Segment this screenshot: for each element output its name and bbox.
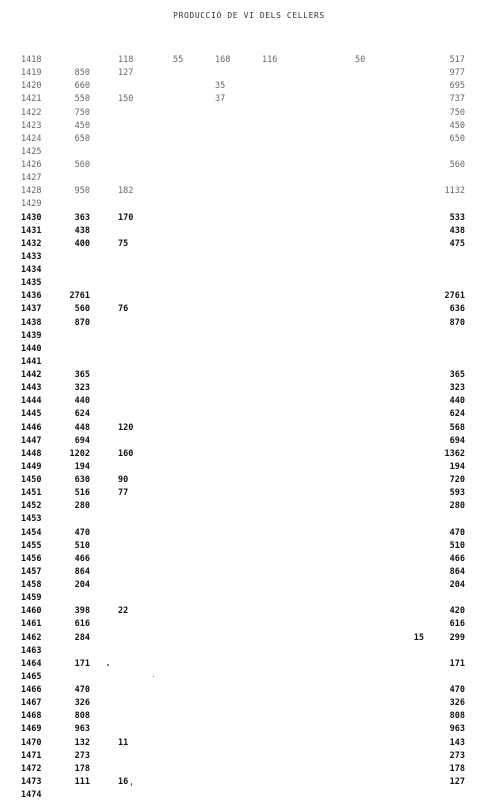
total-cell: 171 (449, 658, 465, 669)
total-cell: 510 (449, 540, 465, 551)
value-cell-c1: 808 (74, 711, 90, 722)
total-cell: 695 (449, 81, 465, 92)
value-cell-c1: 510 (74, 540, 90, 551)
value-cell-c1: 280 (74, 501, 90, 512)
year-cell: 1451 (21, 488, 42, 499)
value-cell-c1: 400 (74, 238, 90, 249)
year-cell: 1448 (21, 448, 42, 459)
value-cell-c2: 11 (118, 737, 129, 748)
table-row (0, 93, 498, 106)
table-row (0, 225, 498, 238)
table-row (0, 710, 498, 723)
year-cell: 1464 (21, 658, 42, 669)
value-cell-c7: 15 (413, 632, 424, 643)
value-cell-c2: 118 (118, 55, 134, 65)
year-cell: 1474 (21, 790, 42, 800)
total-cell: 977 (449, 68, 465, 79)
table-row (0, 579, 498, 592)
value-cell-c2: 77 (118, 488, 129, 499)
table-row (0, 737, 498, 750)
value-cell-c1: 284 (74, 632, 90, 643)
table-row (0, 632, 498, 645)
total-cell: 533 (449, 212, 465, 223)
total-cell: 204 (449, 580, 465, 590)
value-cell-c1: 694 (74, 435, 90, 446)
year-cell: 1456 (21, 553, 42, 564)
table-row (0, 251, 498, 264)
year-cell: 1446 (21, 422, 42, 433)
total-cell: 299 (449, 632, 465, 643)
table-row (0, 343, 498, 356)
table-row (0, 133, 498, 146)
table-row (0, 264, 498, 277)
total-cell: 466 (449, 553, 465, 564)
table-row (0, 553, 498, 566)
table-row (0, 671, 498, 684)
year-cell: 1428 (21, 186, 42, 197)
year-cell: 1449 (21, 461, 42, 472)
value-cell-c1: 616 (74, 619, 90, 630)
value-cell-c1: 660 (74, 81, 90, 92)
table-row (0, 238, 498, 251)
table-row (0, 317, 498, 330)
value-cell-c1: 171 (74, 658, 90, 669)
page-title: PRODUCCIÓ DE VI DELS CELLERS (173, 11, 325, 20)
year-cell: 1455 (21, 540, 42, 551)
year-cell: 1452 (21, 501, 42, 512)
value-cell-c1: 624 (74, 409, 90, 420)
total-cell: 178 (449, 763, 465, 774)
year-cell: 1467 (21, 698, 42, 709)
value-cell-c2: 170 (118, 212, 134, 223)
table-row (0, 185, 498, 198)
table-row (0, 474, 498, 487)
table-row (0, 776, 498, 789)
value-cell-c1: 111 (74, 776, 90, 787)
year-cell: 1436 (21, 291, 42, 302)
value-cell-c5: 116 (262, 55, 278, 65)
data-table (0, 54, 498, 802)
year-cell: 1420 (21, 81, 42, 92)
year-cell: 1458 (21, 580, 42, 590)
value-cell-c1: 650 (74, 133, 90, 144)
year-cell: 1441 (21, 356, 42, 367)
table-row (0, 395, 498, 408)
value-cell-c1: 850 (74, 68, 90, 79)
table-row (0, 513, 498, 526)
table-row (0, 658, 498, 671)
value-cell-c1: 204 (74, 580, 90, 590)
value-cell-c1: 440 (74, 396, 90, 407)
total-cell: 963 (449, 724, 465, 735)
year-cell: 1432 (21, 238, 42, 249)
value-cell-c1: 178 (74, 763, 90, 774)
value-cell-c1: 560 (74, 304, 90, 315)
total-cell: 636 (449, 304, 465, 315)
table-row (0, 303, 498, 316)
year-cell: 1463 (21, 645, 42, 656)
year-cell: 1453 (21, 514, 42, 525)
total-cell: 323 (449, 383, 465, 394)
value-cell-c1: 630 (74, 475, 90, 485)
value-cell-c2: 150 (118, 94, 134, 105)
table-row (0, 159, 498, 172)
table-row (0, 605, 498, 618)
table-row (0, 763, 498, 776)
table-row (0, 120, 498, 133)
table-row (0, 80, 498, 93)
total-cell: 420 (449, 606, 465, 617)
value-cell-c1: 398 (74, 606, 90, 617)
table-row (0, 146, 498, 159)
table-row (0, 750, 498, 763)
total-cell: 365 (449, 370, 465, 380)
value-cell-c2: 127 (118, 68, 134, 79)
total-cell: 127 (449, 776, 465, 787)
table-row (0, 500, 498, 513)
year-cell: 1466 (21, 685, 42, 695)
value-cell-c2: 22 (118, 606, 129, 617)
year-cell: 1421 (21, 94, 42, 105)
total-cell: 194 (449, 461, 465, 472)
value-cell-c1: 326 (74, 698, 90, 709)
total-cell: 143 (449, 737, 465, 748)
table-row (0, 618, 498, 631)
total-cell: 864 (449, 566, 465, 577)
value-cell-c1: 450 (74, 120, 90, 131)
ink-speck (153, 676, 154, 677)
value-cell-c1: 194 (74, 461, 90, 472)
value-cell-c1: 963 (74, 724, 90, 735)
total-cell: 650 (449, 133, 465, 144)
table-row (0, 566, 498, 579)
total-cell: 273 (449, 750, 465, 761)
table-row (0, 54, 498, 67)
table-row (0, 369, 498, 382)
year-cell: 1440 (21, 343, 42, 354)
value-cell-c6: 50 (355, 55, 366, 65)
total-cell: 568 (449, 422, 465, 433)
year-cell: 1425 (21, 146, 42, 157)
year-cell: 1423 (21, 120, 42, 131)
year-cell: 1422 (21, 107, 42, 118)
table-row (0, 382, 498, 395)
value-cell-c1: 323 (74, 383, 90, 394)
total-cell: 737 (449, 94, 465, 105)
value-cell-c1: 466 (74, 553, 90, 564)
total-cell: 750 (449, 107, 465, 118)
total-cell: 560 (449, 160, 465, 170)
year-cell: 1445 (21, 409, 42, 420)
total-cell: 438 (449, 225, 465, 236)
year-cell: 1439 (21, 330, 42, 341)
table-row (0, 107, 498, 120)
year-cell: 1418 (21, 55, 42, 65)
total-cell: 326 (449, 698, 465, 709)
year-cell: 1471 (21, 750, 42, 761)
value-cell-c1: 273 (74, 750, 90, 761)
total-cell: 616 (449, 619, 465, 630)
value-cell-c2: 182 (118, 186, 134, 197)
year-cell: 1465 (21, 671, 42, 682)
value-cell-c1: 870 (74, 317, 90, 328)
value-cell-c1: 550 (74, 94, 90, 105)
year-cell: 1472 (21, 763, 42, 774)
value-cell-c1: 750 (74, 107, 90, 118)
year-cell: 1473 (21, 776, 42, 787)
value-cell-c1: 470 (74, 527, 90, 538)
table-row (0, 592, 498, 605)
table-row (0, 723, 498, 736)
value-cell-c1: 516 (74, 488, 90, 499)
year-cell: 1433 (21, 251, 42, 262)
table-row (0, 408, 498, 421)
table-row (0, 540, 498, 553)
year-cell: 1447 (21, 435, 42, 446)
table-row (0, 645, 498, 658)
year-cell: 1469 (21, 724, 42, 735)
year-cell: 1434 (21, 265, 42, 275)
table-row (0, 212, 498, 225)
value-cell-c1: 560 (74, 160, 90, 170)
total-cell: 475 (449, 238, 465, 249)
table-row (0, 435, 498, 448)
table-row (0, 67, 498, 80)
value-cell-c3: 55 (173, 55, 184, 65)
year-cell: 1454 (21, 527, 42, 538)
total-cell: 593 (449, 488, 465, 499)
value-cell-c1: 365 (74, 370, 90, 380)
value-cell-c1: 363 (74, 212, 90, 223)
value-cell-c2: 16 (118, 776, 129, 787)
total-cell: 694 (449, 435, 465, 446)
total-cell: 720 (449, 475, 465, 485)
value-cell-c1: 132 (74, 737, 90, 748)
value-cell-c1: 470 (74, 685, 90, 695)
value-cell-c1: 438 (74, 225, 90, 236)
year-cell: 1437 (21, 304, 42, 315)
value-cell-c2: 76 (118, 304, 129, 315)
year-cell: 1468 (21, 711, 42, 722)
value-cell-c1: 950 (74, 186, 90, 197)
table-row (0, 330, 498, 343)
year-cell: 1470 (21, 737, 42, 748)
table-row (0, 198, 498, 211)
total-cell: 470 (449, 527, 465, 538)
value-cell-c2: 75 (118, 238, 129, 249)
value-cell-c4: 37 (215, 94, 226, 105)
value-cell-c1: 864 (74, 566, 90, 577)
value-cell-c2: 160 (118, 448, 134, 459)
total-cell: 1132 (444, 186, 465, 197)
total-cell: 2761 (444, 291, 465, 302)
year-cell: 1443 (21, 383, 42, 394)
table-row (0, 448, 498, 461)
table-row (0, 684, 498, 697)
table-row (0, 487, 498, 500)
table-row (0, 789, 498, 802)
year-cell: 1444 (21, 396, 42, 407)
value-cell-c1: 1202 (69, 448, 90, 459)
value-cell-c1: 2761 (69, 291, 90, 302)
year-cell: 1450 (21, 475, 42, 485)
year-cell: 1462 (21, 632, 42, 643)
year-cell: 1430 (21, 212, 42, 223)
year-cell: 1426 (21, 160, 42, 170)
value-cell-c1: 448 (74, 422, 90, 433)
value-cell-c2: 90 (118, 475, 129, 485)
total-cell: 470 (449, 685, 465, 695)
value-cell-c4: 168 (215, 55, 231, 65)
year-cell: 1435 (21, 278, 42, 289)
total-cell: 440 (449, 396, 465, 407)
year-cell: 1424 (21, 133, 42, 144)
year-cell: 1460 (21, 606, 42, 617)
total-cell: 870 (449, 317, 465, 328)
year-cell: 1431 (21, 225, 42, 236)
table-row (0, 697, 498, 710)
year-cell: 1429 (21, 199, 42, 210)
table-row (0, 172, 498, 185)
table-row (0, 461, 498, 474)
table-row (0, 422, 498, 435)
value-cell-c2: 120 (118, 422, 134, 433)
total-cell: 1362 (444, 448, 465, 459)
year-cell: 1419 (21, 68, 42, 79)
ink-speck (131, 783, 132, 786)
total-cell: 517 (449, 55, 465, 65)
total-cell: 808 (449, 711, 465, 722)
year-cell: 1457 (21, 566, 42, 577)
table-row (0, 356, 498, 369)
year-cell: 1461 (21, 619, 42, 630)
table-row (0, 277, 498, 290)
year-cell: 1438 (21, 317, 42, 328)
year-cell: 1442 (21, 370, 42, 380)
ink-speck (107, 664, 109, 666)
year-cell: 1459 (21, 593, 42, 604)
table-row (0, 527, 498, 540)
year-cell: 1427 (21, 173, 42, 184)
value-cell-c4: 35 (215, 81, 226, 92)
table-row (0, 290, 498, 303)
total-cell: 624 (449, 409, 465, 420)
total-cell: 450 (449, 120, 465, 131)
total-cell: 280 (449, 501, 465, 512)
